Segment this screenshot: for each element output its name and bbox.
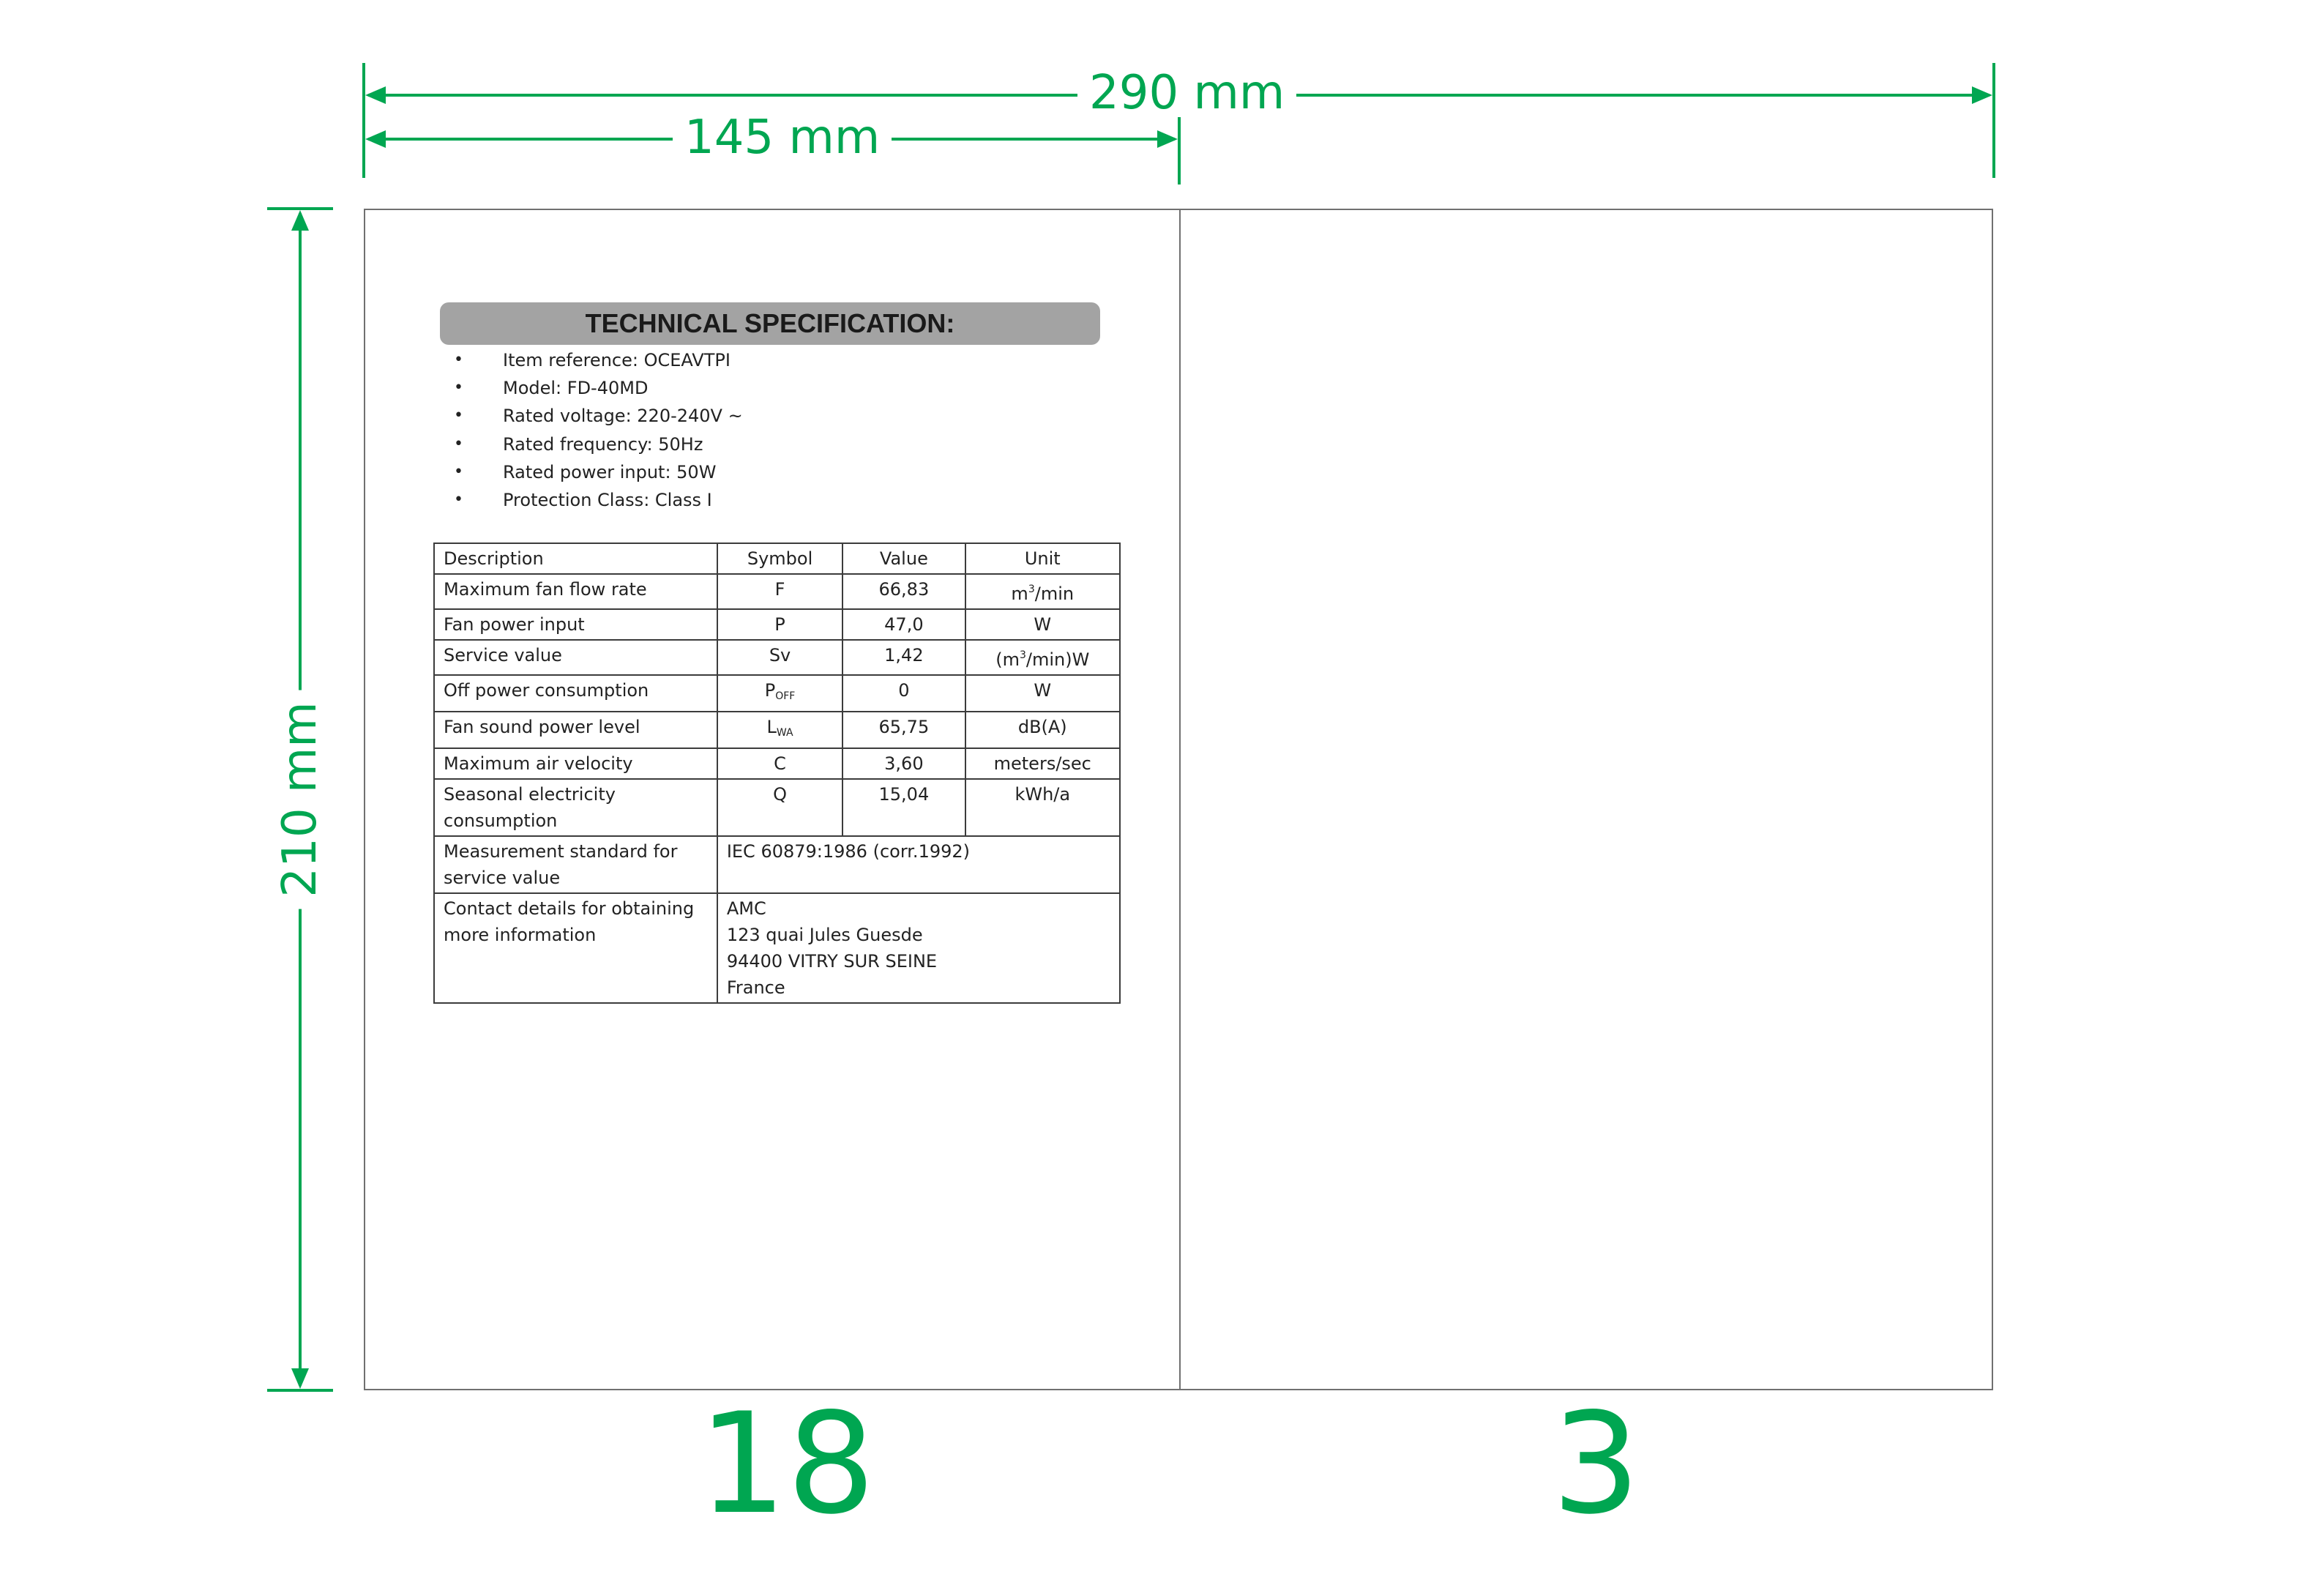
row-value: 15,04 [842, 779, 965, 836]
spec-bullet-item: • Protection Class: Class I [454, 486, 743, 514]
height-dimension-label: 210 mm [277, 690, 324, 909]
spec-table [433, 543, 1121, 1004]
row-value: 65,75 [842, 712, 965, 748]
spec-bullet-item: • Rated voltage: 220-240V ~ [454, 402, 743, 430]
row-symbol: Q [717, 779, 842, 836]
row-unit: dB(A) [965, 712, 1120, 748]
contact-address: AMC 123 quai Jules Guesde 94400 VITRY SUR SEINE France [717, 893, 1120, 1003]
header-unit: Unit [965, 543, 1120, 574]
table-header-row [434, 543, 1120, 574]
table-row [434, 574, 1120, 609]
table-row [434, 748, 1120, 779]
header-symbol: Symbol [717, 543, 842, 574]
fold-line [1179, 210, 1181, 1389]
right-page-number: 3 [1552, 1383, 1640, 1545]
half-width-dimension-label: 145 mm [673, 114, 892, 161]
row-description: Fan power input [434, 609, 717, 640]
row-symbol: C [717, 748, 842, 779]
row-unit: $m^3/\min$ [965, 574, 1120, 609]
row-description: Off power consumption [434, 675, 717, 712]
table-row [434, 640, 1120, 675]
row-description: Fan sound power level [434, 712, 717, 748]
row-value: 47,0 [842, 609, 965, 640]
row-unit: meters/sec [965, 748, 1120, 779]
row-value: 3,60 [842, 748, 965, 779]
spec-bullet-item: • Rated power input: 50W [454, 458, 743, 486]
spec-bullet-item: • Item reference: OCEAVTPI [454, 346, 743, 374]
row-description: Service value [434, 640, 717, 675]
row-symbol: P [717, 609, 842, 640]
row-unit: W [965, 675, 1120, 712]
row-unit: kWh/a [965, 779, 1120, 836]
row-value: 0 [842, 675, 965, 712]
row-unit: $(m^3/\min)W$ [965, 640, 1120, 675]
row-symbol: F [717, 574, 842, 609]
table-row [434, 609, 1120, 640]
table-row [434, 779, 1120, 836]
row-description: Seasonal electricity consumption [434, 779, 717, 836]
row-symbol: Sv [717, 640, 842, 675]
standard-value: IEC 60879:1986 (corr.1992) [717, 836, 1120, 893]
header-description: Description [434, 543, 717, 574]
table-row [434, 675, 1120, 712]
spec-bullet-list [454, 346, 743, 514]
row-value: 66,83 [842, 574, 965, 609]
row-symbol: $P_{OFF}$ [717, 675, 842, 712]
row-symbol: $L_{WA}$ [717, 712, 842, 748]
standard-label: Measurement standard for service value [434, 836, 717, 893]
row-value: 1,42 [842, 640, 965, 675]
left-page-number: 18 [698, 1383, 875, 1545]
contact-row [434, 893, 1120, 1003]
contact-label: Contact details for obtaining more information [434, 893, 717, 1003]
table-row [434, 712, 1120, 748]
header-value: Value [842, 543, 965, 574]
spec-bullet-item: • Rated frequency: 50Hz [454, 430, 743, 458]
row-description: Maximum fan flow rate [434, 574, 717, 609]
row-description: Maximum air velocity [434, 748, 717, 779]
standard-row [434, 836, 1120, 893]
width-dimension-label: 290 mm [1077, 70, 1296, 116]
spec-title: TECHNICAL SPECIFICATION: [440, 302, 1100, 345]
row-unit: W [965, 609, 1120, 640]
spec-bullet-item: • Model: FD-40MD [454, 374, 743, 402]
